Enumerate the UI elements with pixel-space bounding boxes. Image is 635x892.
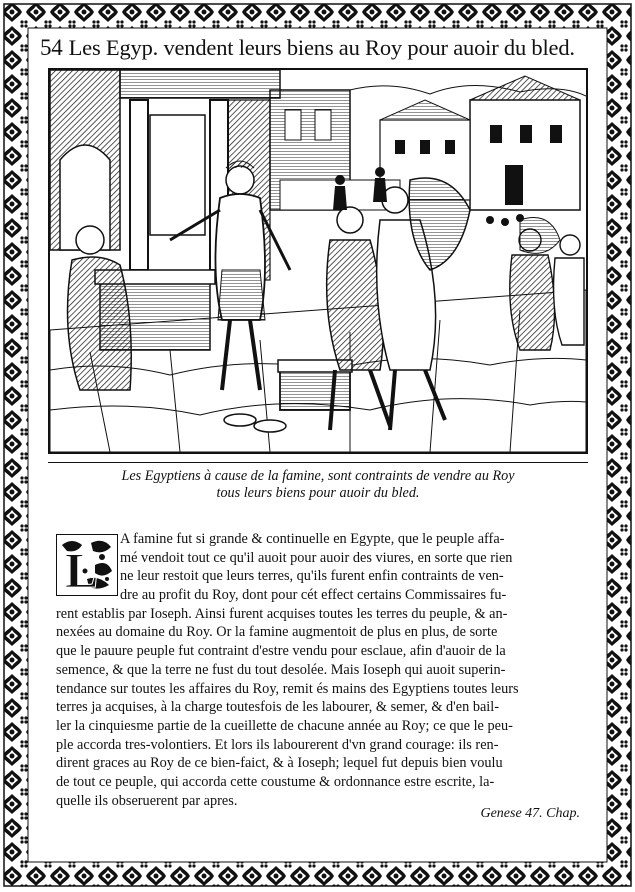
caption-line-1: Les Egyptiens à cause de la famine, sont contraints de vendre au Roy bbox=[121, 468, 515, 484]
caption-line-2: tous leurs biens pour auoir du bled. bbox=[216, 485, 420, 501]
body-text bbox=[56, 530, 590, 810]
body-line: ler la cinquiesme partie de la cueillette de chacune année au Roy; ce que le peu- bbox=[56, 717, 513, 734]
body-line: mé vendoit tout ce qu'il auoit pour auoir des viures, en sorte que rien bbox=[120, 549, 513, 566]
caption-rule bbox=[48, 462, 588, 463]
body-line: nexées au domaine du Roy. Or la famine augmentoit de plus en plus, de sorte bbox=[56, 624, 498, 641]
page-heading bbox=[40, 34, 600, 62]
page-number: 54 bbox=[40, 35, 63, 60]
body-line: ne leur restoit que leurs terres, qu'ils furent enfin contraints de ven- bbox=[120, 568, 504, 585]
body-line: ple accorda tres-volontiers. Et lors ils labourerent d'vn grand courage: ils ren- bbox=[56, 736, 499, 753]
page-title: Les Egyp. vendent leurs biens au Roy pour auoir du bled. bbox=[68, 35, 575, 60]
body-line: dirent graces au Roy de ce bien-faict, & à Ioseph; lequel fut depuis bien voulu bbox=[56, 755, 503, 772]
body-line: semence, & que la terre ne fust du tout desolée. Mais Ioseph qui auoit superin- bbox=[56, 661, 506, 678]
body-line: A famine fut si grande & continuelle en Egypte, que le peuple affa- bbox=[120, 531, 505, 547]
body-line: rent establis par Ioseph. Ainsi furent acquises toutes les terres du peuple, & an- bbox=[56, 605, 508, 622]
illustration-caption bbox=[48, 468, 588, 502]
scripture-reference: Genese 47. Chap. bbox=[480, 806, 580, 821]
body-line: tendance sur toutes les affaires du Roy, remit és mains des Egyptiens toutes leurs bbox=[56, 680, 519, 697]
body-line: que le pauure peuple fut contraint d'estre vendu pour esclaue, afin d'auoir de la bbox=[56, 643, 506, 660]
woodcut-illustration bbox=[48, 68, 588, 454]
dropcap-letter: L bbox=[65, 542, 99, 594]
body-line: de tout ce peuple, qui accorda cette coustume & ordonnance estre escrite, la- bbox=[56, 773, 495, 790]
body-line: dre au profit du Roy, dont pour cét effect certains Commissaires fu- bbox=[120, 587, 507, 604]
body-line: terres ja acquises, à la charge toutesfois de les labourer, & semer, & d'en bail- bbox=[56, 699, 500, 716]
body-line: quelle ils obseruerent par apres. bbox=[56, 792, 238, 809]
